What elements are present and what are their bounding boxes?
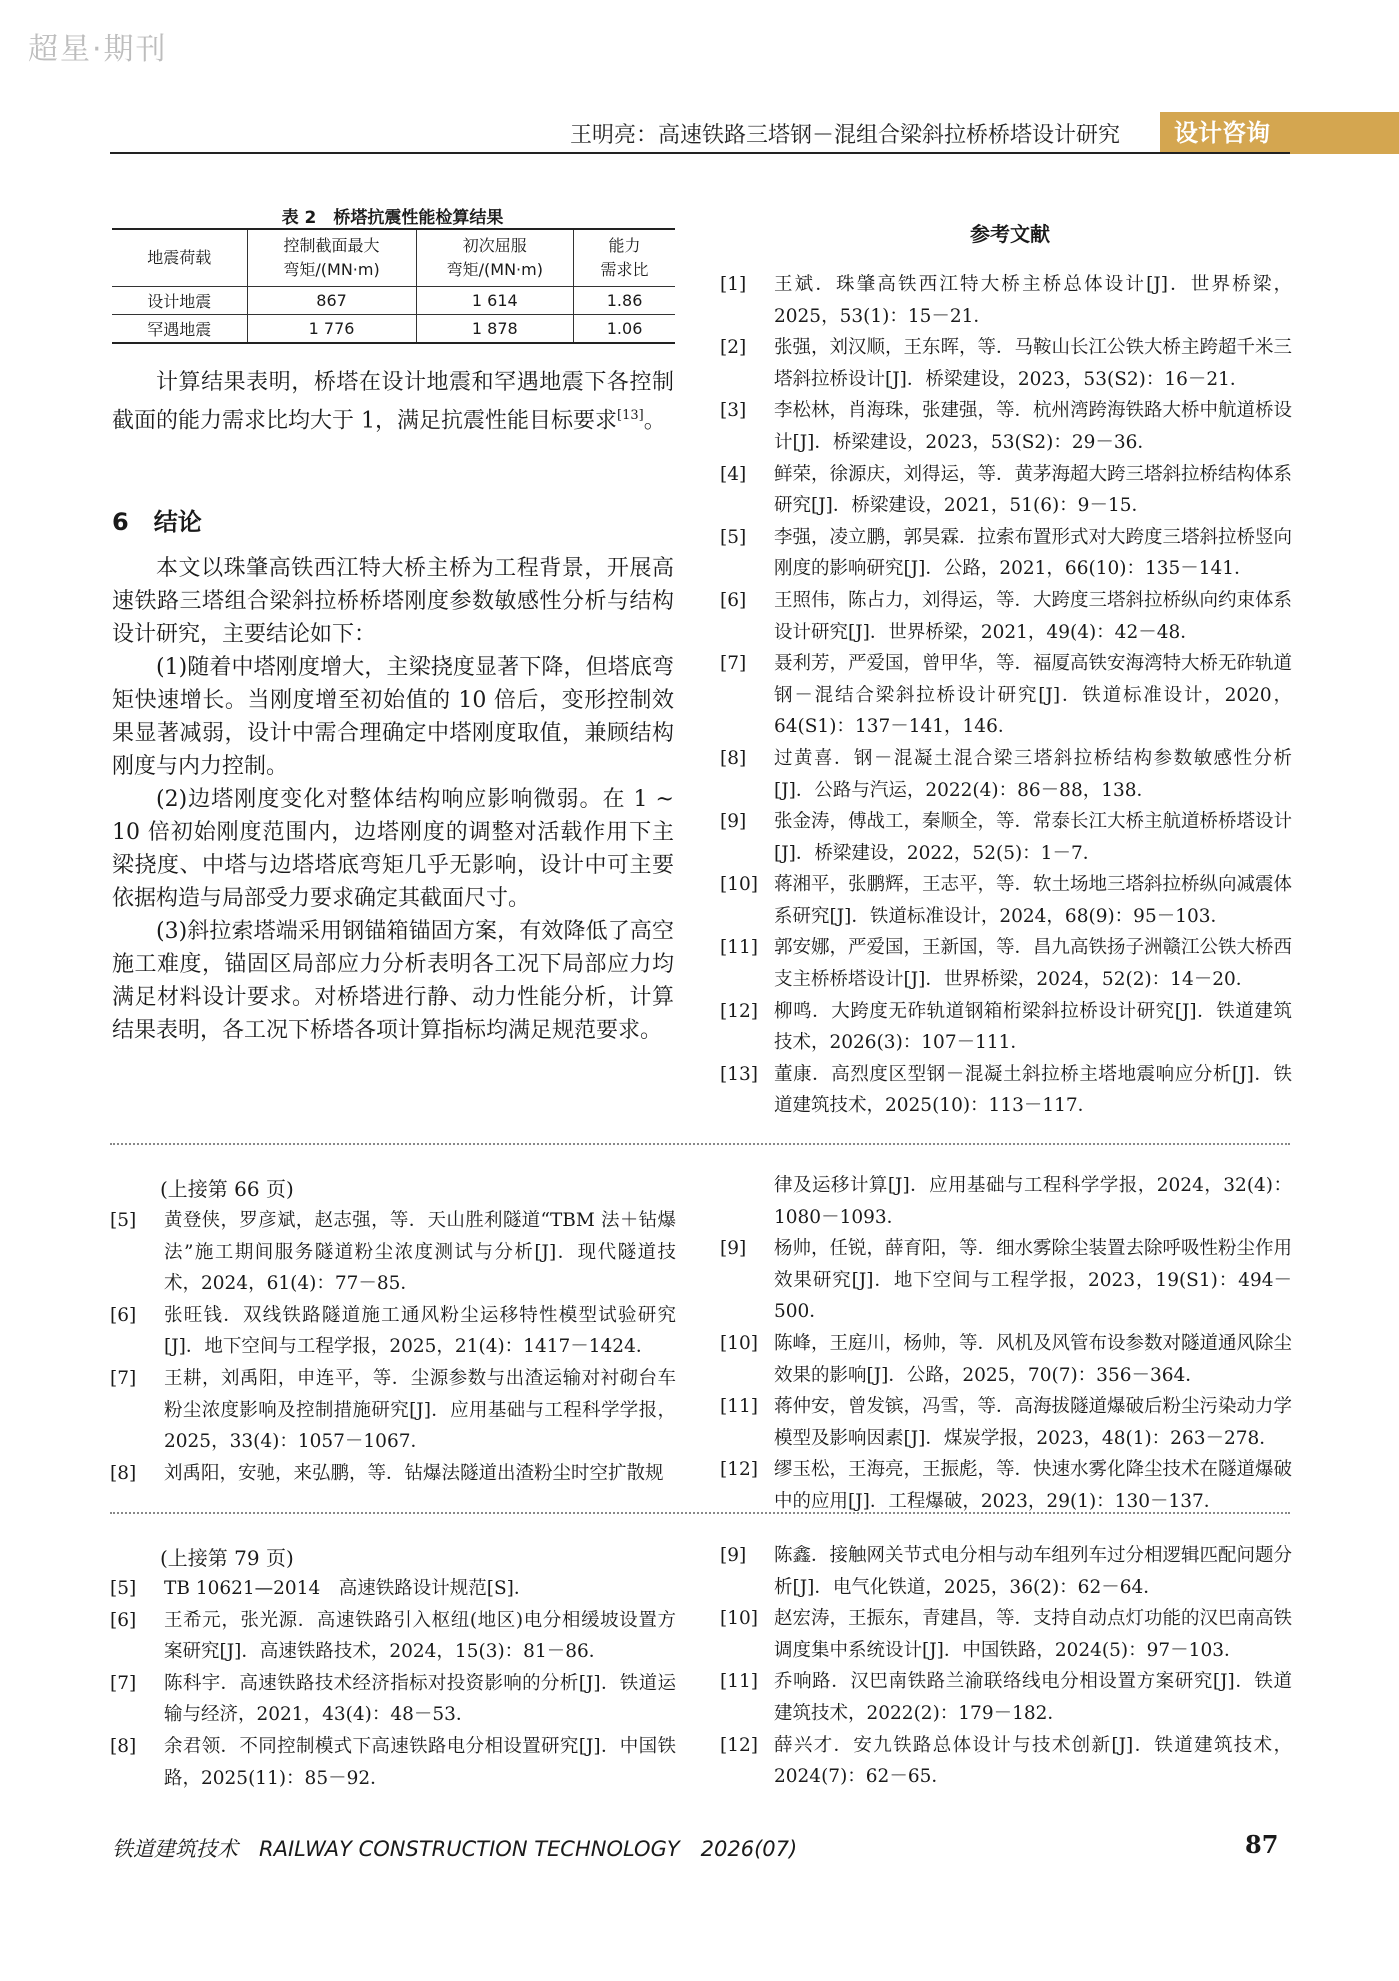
reference-text: 张旺钱．双线铁路隧道施工通风粉尘运移特性模型试验研究[J]．地下空间与工程学报，2025，21(4)：1417－1424． (164, 1304, 676, 1358)
reference-item (720, 1730, 1292, 1793)
reference-text: 乔响路．汉巴南铁路兰渝联络线电分相设置方案研究[J]．铁道建筑技术，2022(2)：179－182． (774, 1671, 1292, 1724)
table-cell: 1 878 (416, 315, 574, 344)
reference-item (110, 1205, 676, 1300)
reference-number: [7] (110, 1672, 137, 1694)
section-title: 结论 (153, 508, 202, 536)
continued-reference-list (110, 1573, 676, 1794)
reference-text: 张金涛，傅战工，秦顺全，等．常泰长江大桥主航道桥桥塔设计[J]．桥梁建设，2022，52(5)：1－7． (774, 811, 1293, 864)
continued-reference-list (720, 1540, 1292, 1793)
reference-item (720, 806, 1292, 869)
table-header-line: 地震荷载 (147, 248, 212, 267)
reference-number: [9] (720, 811, 747, 833)
reference-text: 鲜荣，徐源庆，刘得运，等．黄茅海超大跨三塔斜拉桥结构体系研究[J]．桥梁建设，2021，51(6)：9－15． (774, 463, 1293, 517)
reference-item (110, 1458, 676, 1490)
reference-number: [5] (110, 1578, 137, 1599)
reference-item (720, 1391, 1292, 1454)
reference-item (720, 459, 1292, 522)
table-header-line: 控制截面最大 (283, 236, 380, 255)
conclusion-body (112, 552, 674, 1047)
conclusion-paragraph: (2)边塔刚度变化对整体结构响应影响微弱。在 1 ~ 10 倍初始刚度范围内，边塔刚度的调整对活载作用下主梁挠度、中塔与边塔塔底弯矩几乎无影响，设计中可主要依据构造与局部受力要求确定其截面尺寸。 (112, 787, 674, 911)
reference-number: [11] (720, 1396, 758, 1418)
table-header-cell (416, 229, 574, 287)
table-header-line: 弯矩/(MN·m) (446, 260, 543, 279)
reference-number: [8] (110, 1735, 137, 1757)
reference-text: 刘禹阳，安驰，来弘鹏，等．钻爆法隧道出渣粉尘时空扩散规 (164, 1462, 664, 1484)
table-row (112, 287, 675, 315)
reference-item (720, 1603, 1292, 1666)
reference-text: 余君领．不同控制模式下高速铁路电分相设置研究[J]．中国铁路，2025(11)：85－92． (164, 1735, 676, 1789)
reference-number: [9] (720, 1545, 747, 1566)
page-number: 87 (1245, 1830, 1279, 1859)
table-cell: 867 (247, 287, 416, 315)
reference-number: [2] (720, 337, 747, 359)
continuation-label: (上接第 79 页) (160, 1546, 294, 1570)
reference-text: 王耕，刘禹阳，申连平，等．尘源参数与出渣运输对衬砌台车粉尘浓度影响及控制措施研究[J]．应用基础与工程科学学报，2025，33(4)：1057－1067． (164, 1367, 676, 1453)
continuation-label: (上接第 66 页) (160, 1177, 294, 1201)
reference-number: [12] (720, 1459, 758, 1481)
table-cell: 1.86 (574, 287, 675, 315)
reference-number: [8] (110, 1462, 137, 1484)
reference-text: 董康．高烈度区型钢－混凝土斜拉桥主塔地震响应分析[J]．铁道建筑技术，2025(10)：113－117． (774, 1063, 1292, 1117)
citation-mark: [13] (617, 408, 644, 423)
reference-item (720, 648, 1292, 743)
table-header-cell (247, 229, 416, 287)
reference-item (110, 1668, 676, 1731)
table-cell: 1 614 (416, 287, 574, 315)
reference-item (720, 996, 1292, 1059)
section-tag: 设计咨询 (1160, 112, 1399, 154)
reference-item (110, 1300, 676, 1363)
dotted-separator (110, 1512, 1290, 1514)
reference-item (720, 1540, 1292, 1603)
reference-item (720, 1059, 1292, 1122)
table-cell: 罕遇地震 (112, 315, 247, 344)
reference-item (720, 585, 1292, 648)
conclusion-paragraph: (3)斜拉索塔端采用钢锚箱锚固方案，有效降低了高空施工难度，锚固区局部应力分析表明各工况下局部应力均满足材料设计要求。对桥塔进行静、动力性能分析，计算结果表明，各工况下桥塔各项计算指标均满足规范要求。 (112, 919, 674, 1043)
reference-text: 王照伟，陈占力，刘得运，等．大跨度三塔斜拉桥纵向约束体系设计研究[J]．世界桥梁，2021，49(4)：42－48． (774, 589, 1293, 643)
reference-item (720, 1454, 1292, 1517)
reference-text: 缪玉松，王海亮，王振彪，等．快速水雾化降尘技术在隧道爆破中的应用[J]．工程爆破，2023，29(1)：130－137． (774, 1459, 1293, 1512)
reference-text: 郭安娜，严爱国，王新国，等．昌九高铁扬子洲赣江公铁大桥西支主桥桥塔设计[J]．世界桥梁，2024，52(2)：14－20． (774, 937, 1293, 991)
reference-item (720, 1233, 1292, 1328)
reference-number: [6] (110, 1609, 137, 1631)
reference-item (110, 1731, 676, 1794)
reference-text: 过黄喜．钢－混凝土混合梁三塔斜拉桥结构参数敏感性分析[J]．公路与汽运，2022(4)：86－88，138． (774, 747, 1292, 801)
reference-number: [12] (720, 1734, 758, 1756)
result-end: 。 (643, 408, 666, 434)
reference-text: 黄登侠，罗彦斌，赵志强，等．天山胜利隧道“TBM 法＋钻爆法”施工期间服务隧道粉尘浓度测试与分析[J]．现代隧道技术，2024，61(4)：77－85． (164, 1210, 676, 1295)
reference-text: 王希元，张光源．高速铁路引入枢纽(地区)电分相缓坡设置方案研究[J]．高速铁路技术，2024，15(3)：81－86． (164, 1609, 676, 1663)
references-heading: 参考文献 (970, 222, 1050, 246)
table-header-line: 需求比 (600, 260, 649, 279)
reference-number: [8] (720, 747, 747, 769)
reference-number: [3] (720, 400, 747, 422)
reference-text: 聂利芳，严爱国，曾甲华，等．福厦高铁安海湾特大桥无砟轨道钢－混结合梁斜拉桥设计研究[J]．铁道标准设计，2020，64(S1)：137－141，146． (774, 653, 1293, 738)
watermark-logo: 超星·期刊 (28, 32, 168, 67)
result-text: 计算结果表明，桥塔在设计地震和罕遇地震下各控制截面的能力需求比均大于 1，满足抗震性能目标要求 (112, 370, 674, 434)
table-header-cell (112, 229, 247, 287)
reference-number: [7] (110, 1367, 137, 1389)
footer-journal: 铁道建筑技术 RAILWAY CONSTRUCTION TECHNOLOGY 2026(07) (112, 1837, 798, 1861)
reference-text: 杨帅，任锐，薛育阳，等．细水雾除尘装置去除呼吸性粉尘作用效果研究[J]．地下空间与工程学报，2023，19(S1)：494－500． (774, 1238, 1293, 1323)
reference-item (110, 1573, 676, 1605)
reference-text: 薛兴才．安九铁路总体设计与技术创新[J]．铁道建筑技术，2024(7)：62－65． (774, 1734, 1292, 1788)
reference-text: 王斌．珠肇高铁西江特大桥主桥总体设计[J]．世界桥梁，2025，53(1)：15－21． (774, 274, 1292, 327)
reference-number: [10] (720, 874, 758, 896)
reference-text: TB 10621—2014 高速铁路设计规范[S]． (164, 1578, 533, 1599)
conclusion-paragraph: (1)随着中塔刚度增大，主梁挠度显著下降，但塔底弯矩快速增长。当刚度增至初始值的 10 倍后，变形控制效果显著减弱，设计中需合理确定中塔刚度取值，兼顾结构刚度与内力控制。 (112, 655, 674, 779)
reference-text: 张强，刘汉顺，王东晖，等．马鞍山长江公铁大桥主跨超千米三塔斜拉桥设计[J]．桥梁建设，2023，53(S2)：16－21． (774, 337, 1293, 390)
reference-number: [7] (720, 653, 747, 675)
reference-number: [13] (720, 1063, 758, 1085)
reference-text: 柳鸣．大跨度无砟轨道钢箱桁梁斜拉桥设计研究[J]．铁道建筑技术，2026(3)：107－111． (774, 1000, 1292, 1054)
table-header-cell (574, 229, 675, 287)
reference-continuation: 律及运移计算[J]．应用基础与工程科学学报，2024，32(4)：1080－1093． (774, 1175, 1292, 1228)
running-title: 王明亮：高速铁路三塔钢－混组合梁斜拉桥桥塔设计研究 (569, 123, 1120, 148)
section-heading (112, 502, 202, 537)
reference-text: 陈鑫．接触网关节式电分相与动车组列车过分相逻辑匹配问题分析[J]．电气化铁道，2025，36(2)：62－64． (774, 1545, 1293, 1598)
continued-reference-list (110, 1205, 676, 1489)
reference-text: 蒋仲安，曾发镔，冯雪，等．高海拔隧道爆破后粉尘污染动力学模型及影响因素[J]．煤炭学报，2023，48(1)：263－278． (774, 1396, 1293, 1449)
reference-text: 蒋湘平，张鹏辉，王志平，等．软土场地三塔斜拉桥纵向减震体系研究[J]．铁道标准设计，2024，68(9)：95－103． (774, 874, 1293, 927)
reference-item (720, 1666, 1292, 1729)
header-rule (110, 152, 1290, 154)
reference-item (720, 932, 1292, 995)
seismic-table (112, 228, 675, 344)
reference-text: 李强，凌立鹏，郭昊霖．拉索布置形式对大跨度三塔斜拉桥竖向刚度的影响研究[J]．公路，2021，66(10)：135－141． (774, 526, 1293, 580)
reference-number: [11] (720, 1671, 758, 1693)
reference-text: 赵宏涛，王振东，青建昌，等．支持自动点灯功能的汉巴南高铁调度集中系统设计[J]．中国铁路，2024(5)：97－103． (774, 1608, 1293, 1661)
reference-number: [4] (720, 463, 747, 485)
reference-number: [6] (720, 589, 747, 611)
reference-number: [12] (720, 1000, 758, 1022)
reference-number: [10] (720, 1332, 758, 1354)
reference-item (720, 332, 1292, 395)
reference-number: [11] (720, 937, 758, 959)
dotted-separator (110, 1143, 1290, 1145)
reference-number: [1] (720, 274, 747, 295)
reference-list (720, 269, 1292, 1122)
table-header-row (112, 229, 675, 287)
table-header-line: 初次屈服 (462, 236, 527, 255)
table-row (112, 315, 675, 344)
reference-item (110, 1363, 676, 1458)
table-cell: 1 776 (247, 315, 416, 344)
table-header-line: 能力 (608, 236, 641, 255)
result-paragraph (112, 366, 674, 437)
reference-number: [6] (110, 1304, 137, 1326)
table-cell: 1.06 (574, 315, 675, 344)
table-cell: 设计地震 (112, 287, 247, 315)
reference-item (720, 869, 1292, 932)
table-header-line: 弯矩/(MN·m) (283, 260, 380, 279)
reference-number: [9] (720, 1238, 747, 1260)
reference-text: 李松林，肖海珠，张建强，等．杭州湾跨海铁路大桥中航道桥设计[J]．桥梁建设，2023，53(S2)：29－36． (774, 400, 1293, 453)
conclusion-paragraph: 本文以珠肇高铁西江特大桥主桥为工程背景，开展高速铁路三塔组合梁斜拉桥桥塔刚度参数敏感性分析与结构设计研究，主要结论如下： (112, 556, 674, 647)
reference-item (720, 522, 1292, 585)
reference-item (110, 1605, 676, 1668)
continued-reference-list (720, 1170, 1292, 1518)
reference-item (720, 269, 1292, 332)
section-number: 6 (112, 508, 129, 536)
reference-number: [5] (110, 1210, 137, 1231)
reference-item (720, 1328, 1292, 1391)
reference-number: [5] (720, 526, 747, 548)
reference-number: [10] (720, 1608, 758, 1630)
reference-item (720, 395, 1292, 458)
reference-text: 陈科宇．高速铁路技术经济指标对投资影响的分析[J]．铁道运输与经济，2021，43(4)：48－53． (164, 1672, 676, 1726)
reference-text: 陈峰，王庭川，杨帅，等．风机及风管布设参数对隧道通风除尘效果的影响[J]．公路，2025，70(7)：356－364． (774, 1332, 1293, 1386)
reference-item (720, 743, 1292, 806)
table-caption: 表 2 桥塔抗震性能检算结果 (281, 208, 504, 228)
